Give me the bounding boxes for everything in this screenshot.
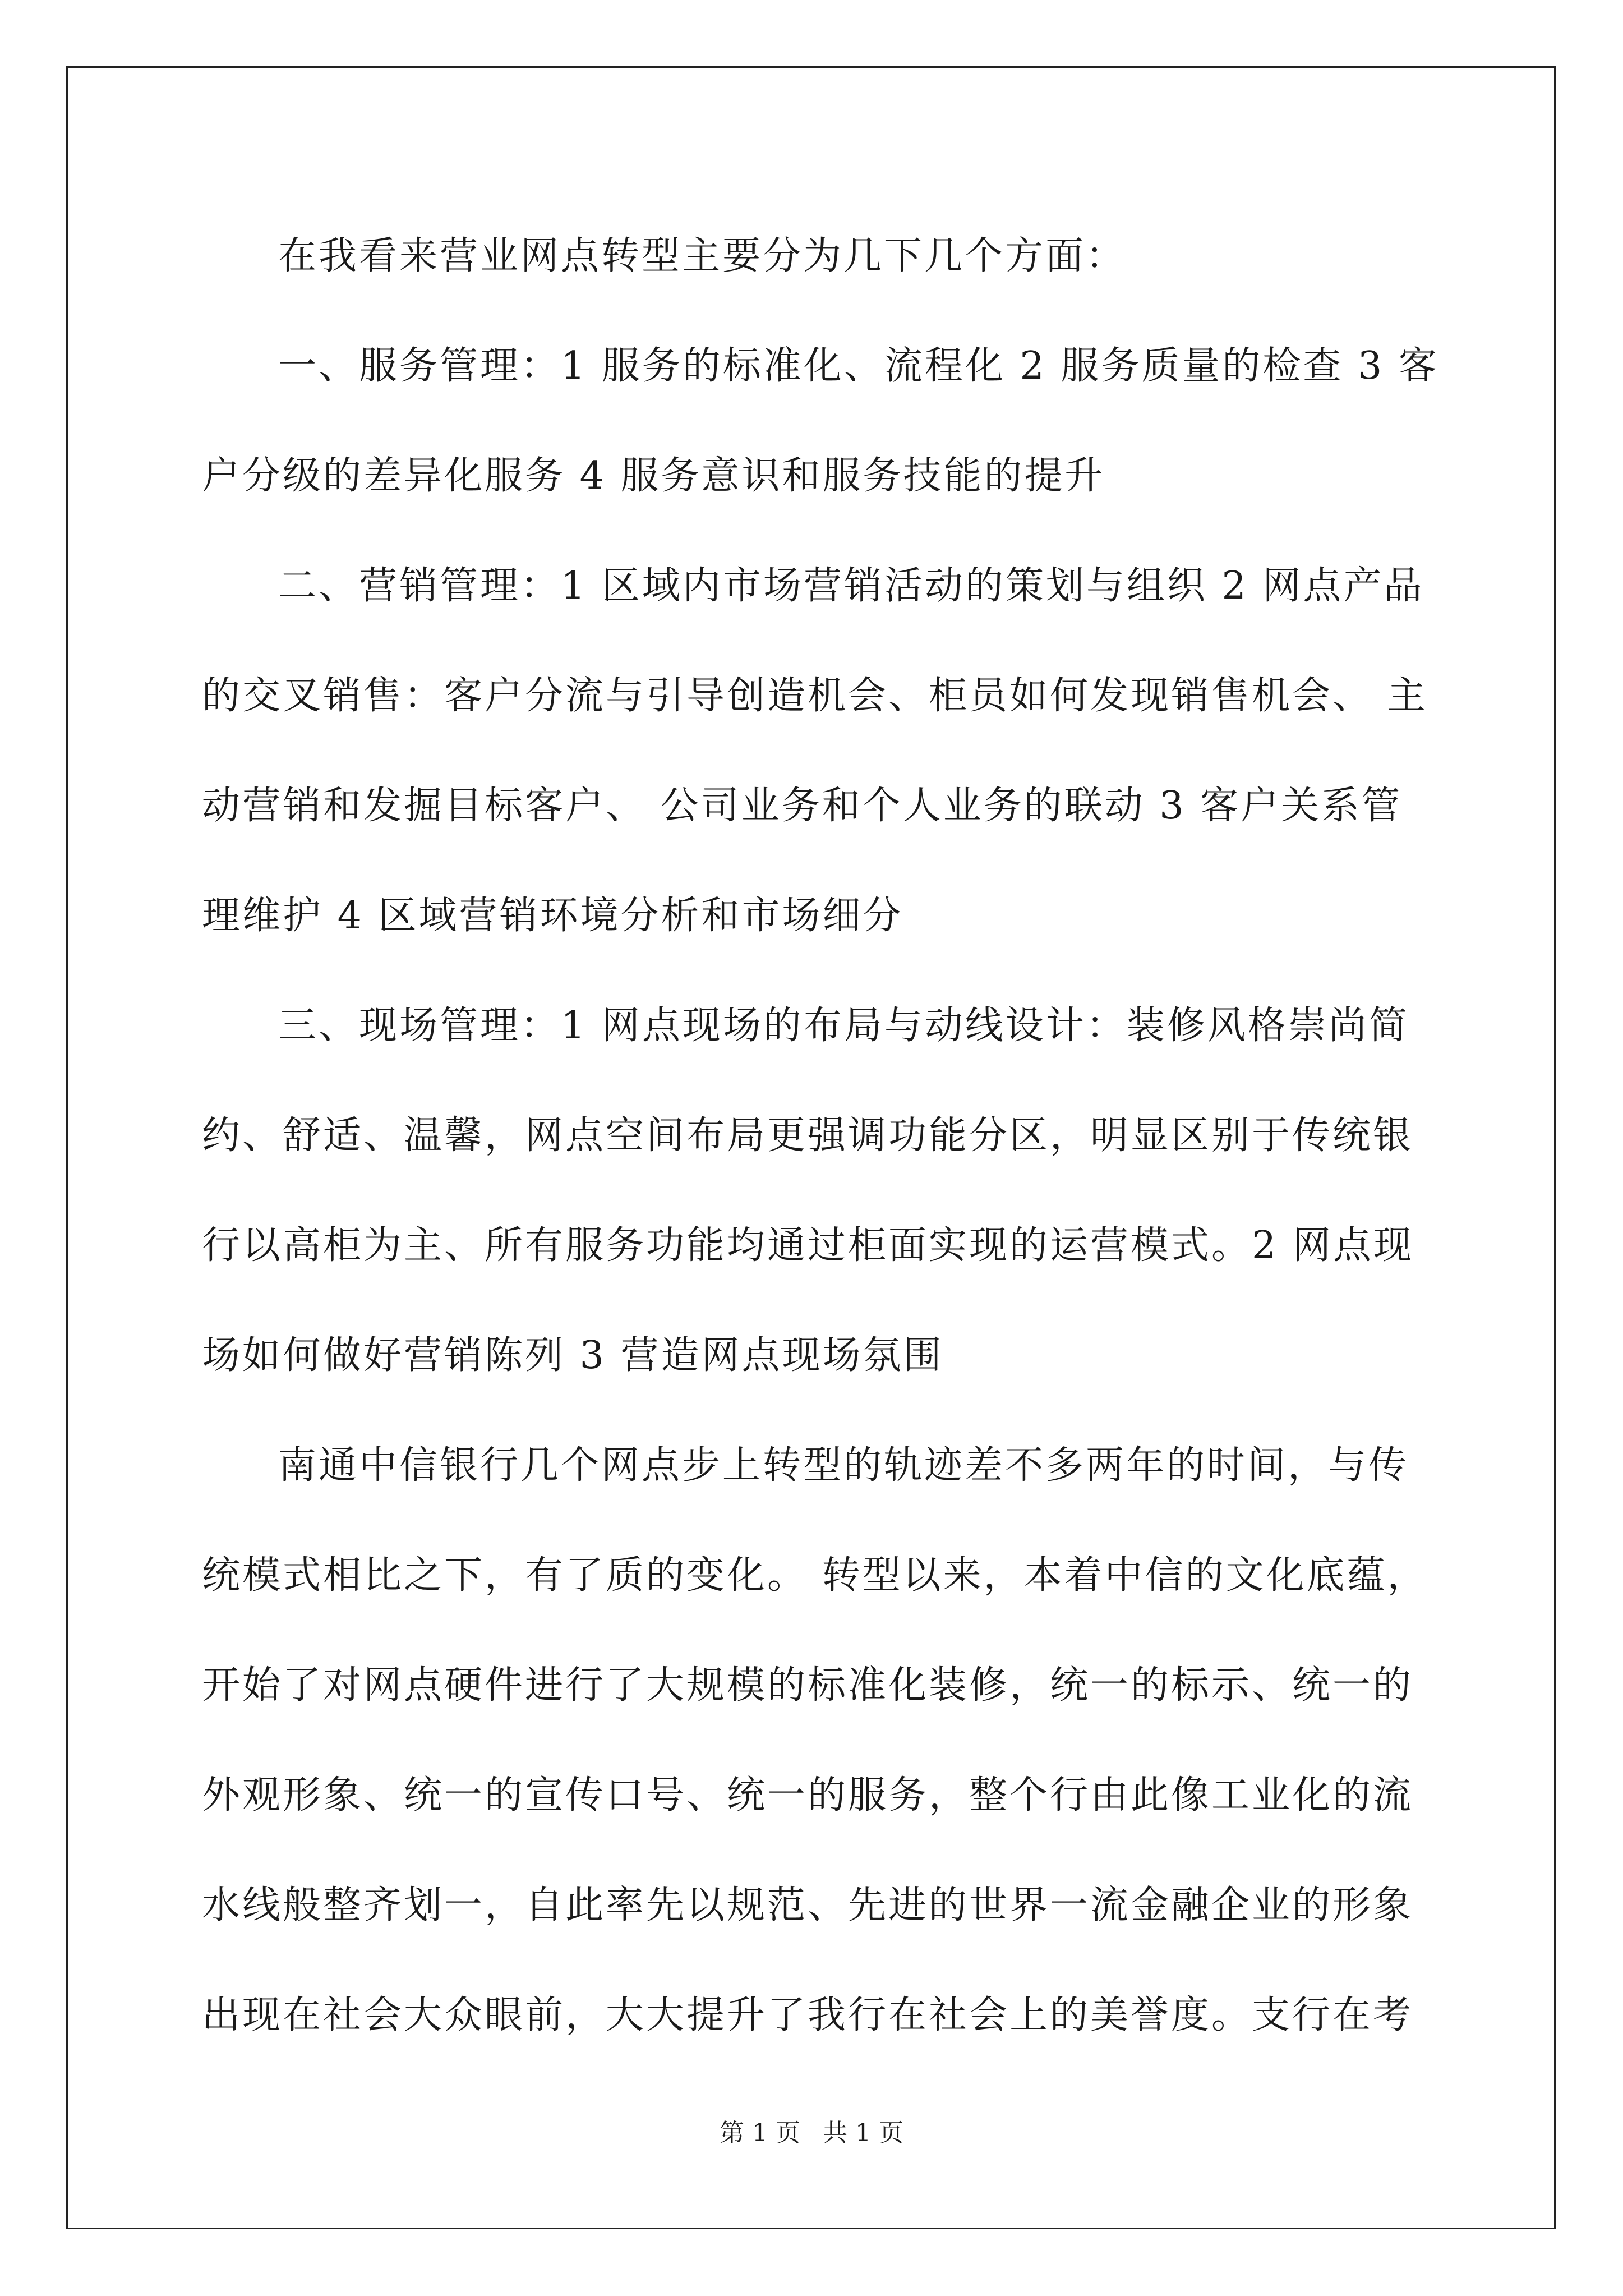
text-line: 出现在社会大众眼前，大大提升了我行在社会上的美誉度。支行在考 (202, 1993, 1414, 2037)
page-number: 第 1 页 (720, 2119, 800, 2147)
page-footer (0, 2116, 1623, 2150)
text-line: 二、营销管理：1 区域内市场营销活动的策划与组织 2 网点产品 (278, 564, 1424, 608)
text-line: 开始了对网点硬件进行了大规模的标准化装修，统一的标示、统一的 (202, 1663, 1414, 1708)
page-total: 共 1 页 (823, 2119, 903, 2147)
text-line: 水线般整齐划一，自此率先以规范、先进的世界一流金融企业的形象 (202, 1883, 1414, 1927)
text-line: 南通中信银行几个网点步上转型的轨迹差不多两年的时间，与传 (278, 1443, 1409, 1488)
text-line: 的交叉销售：客户分流与引导创造机会、柜员如何发现销售机会、 主 (202, 674, 1428, 718)
text-line: 外观形象、统一的宣传口号、统一的服务，整个行由此像工业化的流 (202, 1773, 1414, 1818)
text-line: 行以高柜为主、所有服务功能均通过柜面实现的运营模式。2 网点现 (202, 1223, 1414, 1268)
document-body (202, 223, 1439, 2092)
text-line: 统模式相比之下，有了质的变化。 转型以来，本着中信的文化底蕴， (202, 1553, 1428, 1598)
text-line: 户分级的差异化服务 4 服务意识和服务技能的提升 (202, 454, 1105, 498)
text-line: 场如何做好营销陈列 3 营造网点现场氛围 (202, 1333, 944, 1378)
text-line: 三、现场管理：1 网点现场的布局与动线设计：装修风格崇尚简 (278, 1004, 1409, 1048)
text-line: 理维护 4 区域营销环境分析和市场细分 (202, 894, 903, 938)
text-line: 一、服务管理：1 服务的标准化、流程化 2 服务质量的检查 3 客 (278, 344, 1439, 388)
text-line: 约、舒适、温馨，网点空间布局更强调功能分区，明显区别于传统银 (202, 1114, 1414, 1158)
text-line: 动营销和发掘目标客户、 公司业务和个人业务的联动 3 客户关系管 (202, 784, 1403, 828)
text-line: 在我看来营业网点转型主要分为几下几个方面： (278, 234, 1127, 278)
